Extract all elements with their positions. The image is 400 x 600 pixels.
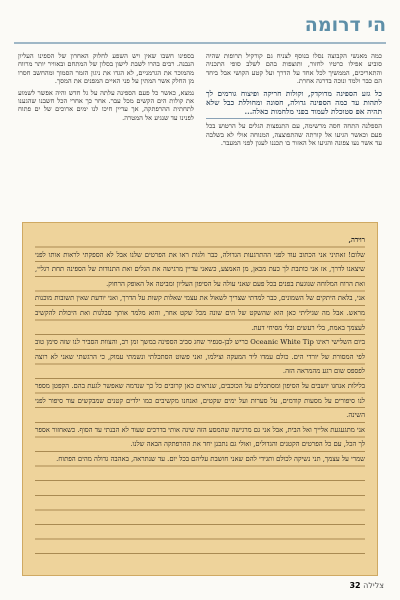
body-paragraph: כמה מאנשי הקבוצה נסלו בנוסף לצניח גם קורקיל תרופות שהיה סוביע אפילו כרטיו לחזור, ותוצפות בהם לשלב סופי התכניה והתאריכים, הממשיך לכל אחד על הדרך ועל קטע הקושי אבל ביחד הם כבר ולמד ונוכה בדרגה אחרת. (206, 52, 382, 86)
letter-paragraph: ביום השלישי ראינו Oceanic White Tip כריש לבן-סנפיר שחג סביב הספינה במשך זמן רב, והצוות הסביר לנו שזה סימן טוב לפי המסורת של יורדי הים. כולם עמדו ליד המעקה וצילמו, ואני פשוט הסתכלתי ונשמתי עמוק, כי הרגשתי שאני לא רוצה לפספס שום רגע מהמראה הזה. (35, 338, 365, 376)
letter-paragraph: בלילות אנחנו יושבים על הסיפון ומסתכלים על הכוכבים, שנראים כאן קרובים כל כך שנדמה שאפשר לגעת בהם. הקפטן מספר לנו סיפורים על מסעות קודמים, על סערות ועל ימים שקטים, ואנחנו מקשיבים כמו ילדים קטנים שמבקשים עוד סיפור לפני השינה. (35, 381, 365, 420)
letter-paragraph: אני, בלאת היתקים של השמונים, כבר למדתי שצריך לשאול את עצמי שאלות קשות על הדרך, ואני יודעת שאין תשובות מוכנות מראש. אבל מה שגיליתי כאן הוא שהשקט של הים שונה מכל שקט אחר, והוא מלמד אותך סבלנות ואת היכולת להקשיב לעצמך באמת, בלי רעשים ובלי מסיחי דעת. (35, 294, 365, 332)
body-paragraph: בספינו חשבו שאין ויש השפע לחלוק האחרון של הספינו העליון הנבנה. רבים בהרו לשבת לישון בסלון של המתחם ובאוויר יותר מרווח מהמוכר את הגרמניים, לא הגדו את ניגון הזמר הסמוך ומהחשב חסרו מן החלק אשר המתין על פני האיים המפנים את המסך. (18, 52, 194, 86)
page-header (14, 12, 386, 44)
letter-paragraph: אני מתגעגעת אלייך ואל הבית, אבל אני גם מרגישה שהמסע הזה שינה אותי בדרכים שעוד לא הבנתי עד הסוף. כשאחזור אספר לך הכל, עם כל הפרטים הקטנים והגדולים, ואולי גם נתכנן יחד את ההרפתקה הבאה שלנו. (35, 425, 365, 449)
pull-quote: כל גזע הספינה מדוקדק, וקולות חריקה ופיצוח גורמים לך לתהות עד כמה הספינה גדולה, חסונה ומחוללת כבל שלא תהיה אפ סטוכלת לעמוד בפני מלחמות כאלה... (206, 89, 382, 120)
footer-section-name: צלילה (363, 581, 384, 590)
letter-greeting: רוידה, (348, 236, 365, 244)
page-number: 32 (349, 581, 361, 590)
body-paragraph: הספלנה התחה חסה מרשימה, עם התנפצות הגלים על הרטוש בכל פעם וכאשר הגיעו אל קורתה שהתפוצצה, המנוחה אולי לא בשלבה עד אשר נעו צפונה והגיעו אל האזור בו תכננו לעגון לפני המעבר. (206, 122, 382, 148)
letter-paragraph: שמרי על עצמך, תני נשיקה לכולם ותגידי להם שאני חושבת עליהם בכל יום. עד שנתראה, באהבה גדולה מהים הפתוח. (56, 454, 365, 463)
article-column-left (18, 52, 194, 222)
body-paragraph: נמצא, כאשר כל פעם הספינה עלתה על גל חדש והיה אפשר לשמוע את קולות הים הקשים מכל עבר. אחר כך אחרי הכל חשבנו שהגענו לתחתית ההרפתקה, אך עדיין חיכו לנו ימים ארוכים של ים פתוח לפנינו עד שנגיע אל המטרה. (18, 88, 194, 122)
letter-paragraph: שלום! זאתיני אני הכתוב עוד לפני ההתרגעות הגדולה, כבר ולגות ראו את הפרטים שלנו אבל לא הספקתי לראות אותו לפני שיצאנו לדרך, אז אני כותבת לך כעת מכאן, מן האמצע, כשאני עדיין מרגישה את הגלים ואת התנודות של הספינה תחת רגליי, ואת הרוח המלוחה שנוגעת בפנים בכל פעם שאני עולה על הסיפון העליון ומביטה אל האופק הרחוק. (35, 250, 365, 288)
letter-text (35, 233, 365, 567)
section-title: הי דרומה (304, 14, 386, 36)
page-footer (343, 581, 384, 590)
letter-box (22, 222, 378, 576)
article-column-right (206, 52, 382, 222)
